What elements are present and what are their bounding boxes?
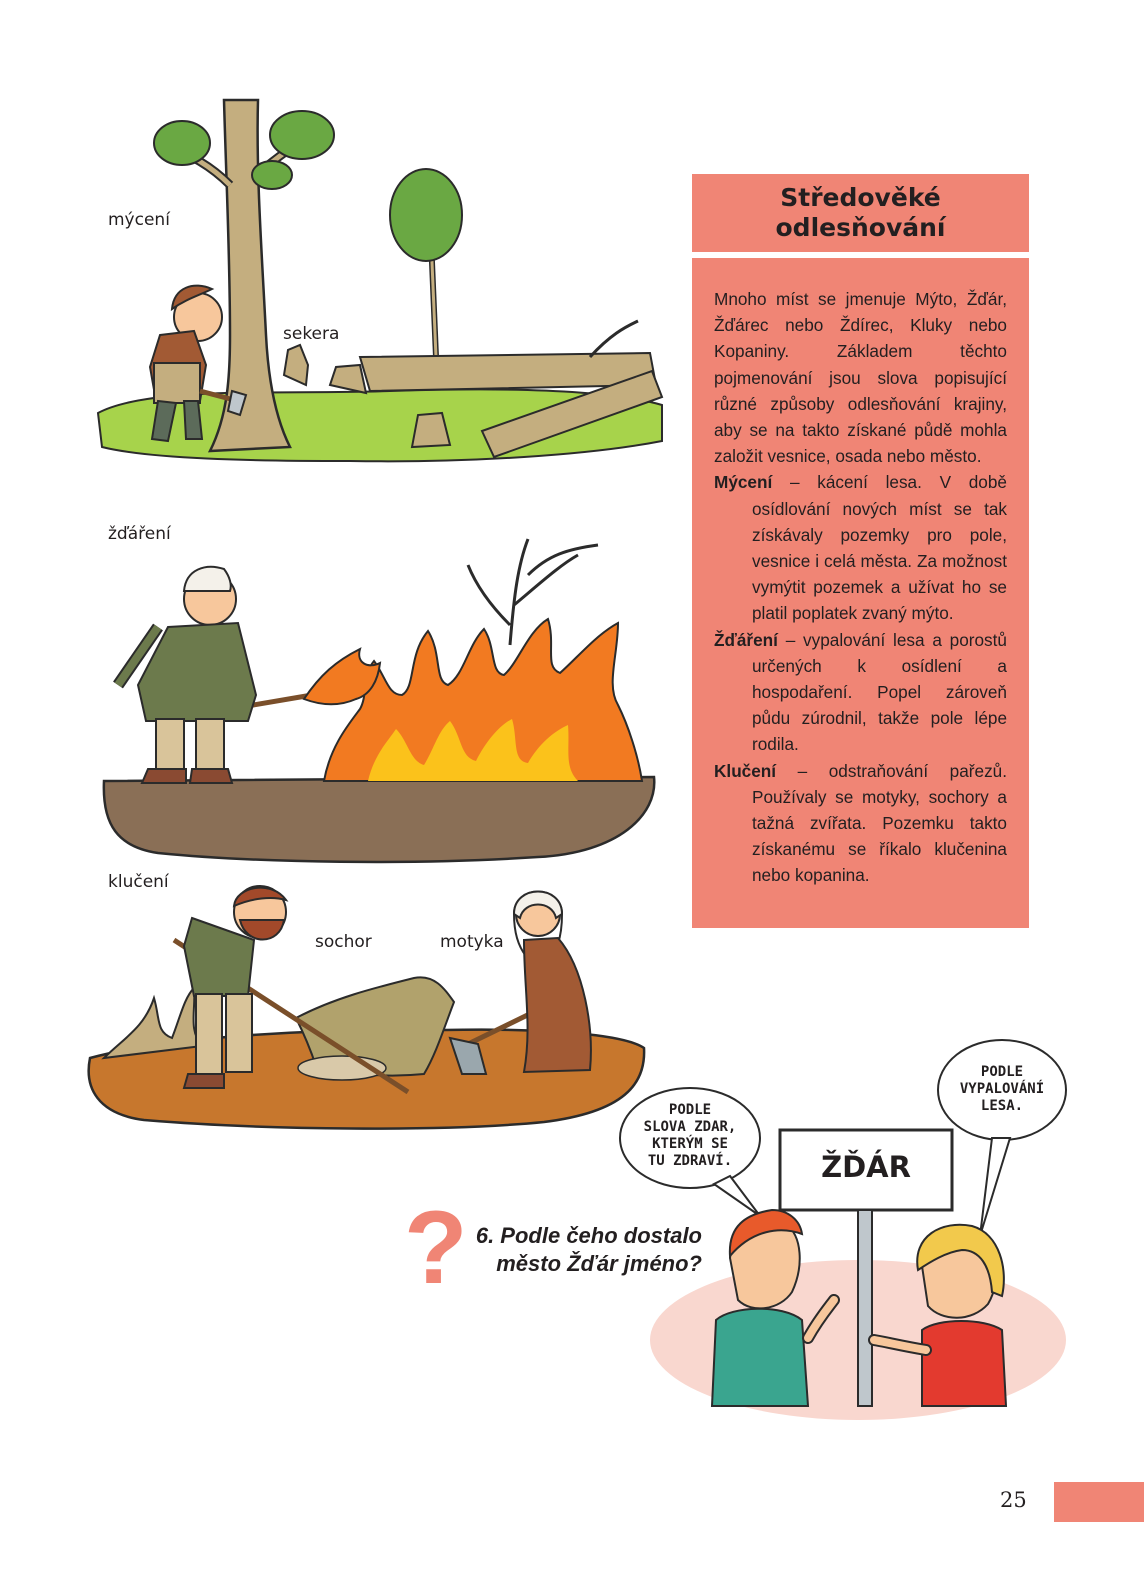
- term-kluceni-name: Klučení: [714, 760, 777, 781]
- speech-bubble-right-line: LESA.: [980, 1098, 1024, 1114]
- info-box-intro: Mnoho míst se jmenuje Mýto, Žďár, Žďárec nebo Ždírec, Kluky nebo Kopaniny. Základem těchto pojmenování jsou slova popisující různé způsoby odlesňování krajiny, aby se na takto získané půdě mohla založit vesnice, osada nebo město.: [714, 289, 1007, 467]
- question-line1: 6. Podle čeho dostalo: [475, 1223, 702, 1248]
- speech-bubble-left-line: PODLE: [668, 1102, 712, 1118]
- label-zdareni: žďáření: [108, 524, 171, 544]
- speech-bubble-left: [620, 1102, 760, 1170]
- info-box-title-line1: Středověké: [780, 183, 941, 212]
- info-box-body: [692, 258, 1029, 928]
- illustration-myceni: [90, 95, 670, 475]
- term-zdareni-name: Žďáření: [714, 629, 778, 650]
- info-box-title-line2: odlesňování: [775, 213, 946, 242]
- speech-bubble-left-line: KTERÝM SE: [652, 1136, 728, 1152]
- term-kluceni: [714, 758, 1007, 889]
- illustration-kluceni: [84, 878, 654, 1138]
- term-myceni-definition: – kácení lesa. V době osídlování nových míst se tak získávaly pozemky pro pole, vesnice i celá města. Za možnost vymýtit pozemek a užívat ho se platil poplatek zvaný mýto.: [752, 472, 1007, 624]
- speech-bubble-right: [938, 1064, 1066, 1115]
- term-kluceni-definition: – odstraňování pařezů. Používaly se motyky, sochory a tažná zvířata. Pozemku takto získanému se říkalo klučenina nebo kopanina.: [752, 760, 1007, 886]
- page-tab-decoration: [1054, 1482, 1144, 1522]
- label-motyka: motyka: [440, 932, 504, 952]
- question-line2: město Žďár jméno?: [496, 1251, 702, 1276]
- label-kluceni: klučení: [108, 872, 169, 892]
- speech-bubble-right-line: PODLE: [980, 1064, 1024, 1080]
- illustration-zdareni: [98, 535, 658, 865]
- question-mark-icon: ?: [404, 1190, 468, 1306]
- term-zdareni-definition: – vypalování lesa a porostů určených k osídlení a hospodaření. Popel zároveň půdu zúrodnil, takže pole lépe rodila.: [752, 629, 1007, 755]
- label-sekera: sekera: [283, 324, 340, 344]
- term-myceni: [714, 469, 1007, 626]
- label-myceni: mýcení: [108, 210, 170, 230]
- speech-bubble-left-line: TU ZDRAVÍ.: [647, 1153, 733, 1169]
- info-box-title: [692, 174, 1029, 252]
- term-zdareni: [714, 627, 1007, 758]
- speech-bubble-left-line: SLOVA ZDAR,: [643, 1119, 737, 1135]
- term-myceni-name: Mýcení: [714, 472, 773, 493]
- label-sochor: sochor: [315, 932, 372, 952]
- speech-bubble-right-line: VYPALOVÁNÍ: [959, 1081, 1045, 1097]
- town-sign-text: ŽĎÁR: [821, 1150, 911, 1184]
- page-number: 25: [1000, 1488, 1027, 1512]
